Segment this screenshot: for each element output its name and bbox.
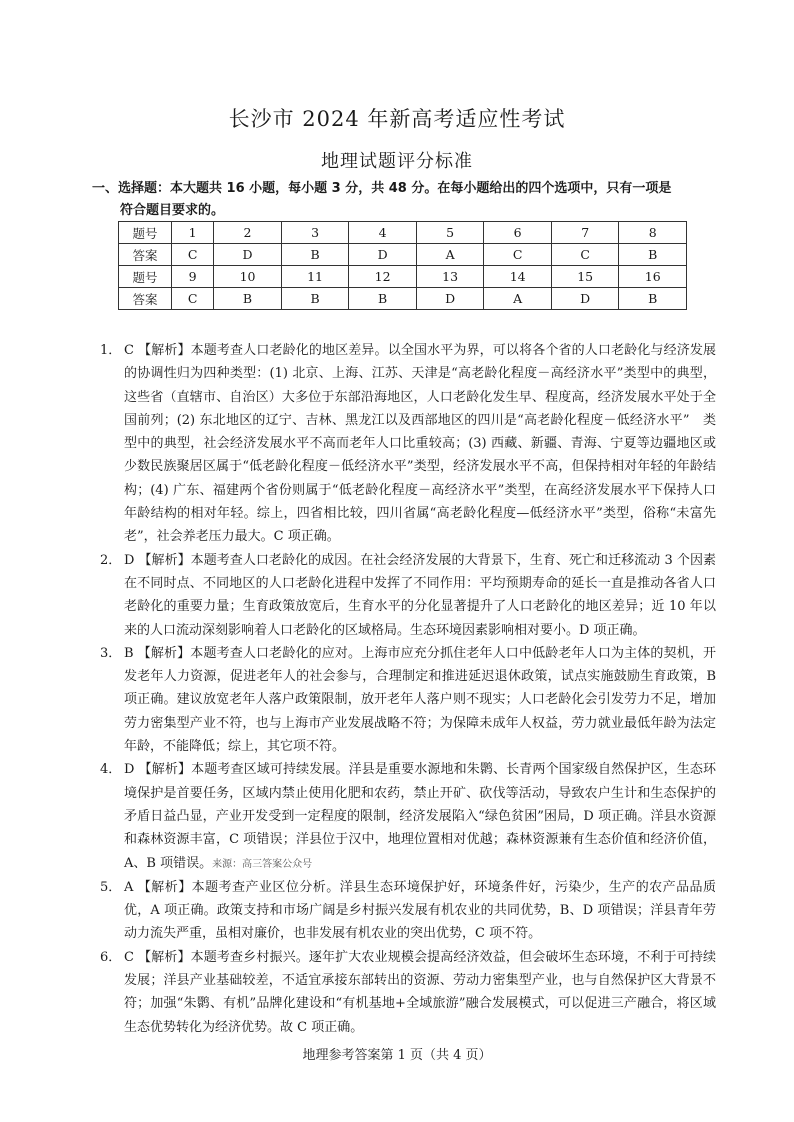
- explanation-text: 【解析】本题考查乡村振兴。逐年扩大农业规模会提高经济效益，但会破坏生态环境，不利于可持续发展；洋县产业基础较差，不适宜承接东部转出的资源、劳动力密集型产业，也与自然保护区大背景不符；加强“朱鹮、有机”品牌化建设和“有机基地+全域旅游”融合发展模式，可以促进三产融合，将区域生态优势转化为经济优势。故 C 项正确。: [124, 949, 716, 1035]
- answer-table-cell: 12: [349, 266, 417, 288]
- explanation-text: 【解析】本题考查人口老龄化的地区差异。以全国水平为界，可以将各个省的人口老龄化与经济发展的协调性归为四种类型：(1) 北京、上海、江苏、天津是“高老龄化程度－高经济水平”类型中的典型，这些省（直辖市、自治区）大多位于东部沿海地区，人口老龄化发生早、程度高，经济发展水平处于全国前列；(2) 东北地区的辽宁、吉林、黑龙江以及西部地区的四川是“高老龄化程度－低经济水平” 类型中的典型，社会经济发展水平不高而老年人口比重较高；(3) 西藏、新疆、青海、宁夏等边疆地区或少数民族聚居区属于“低老龄化程度－低经济水平”类型，经济发展水平不高，但保持相对年轻的年龄结构；(4) 广东、福建两个省份则属于“低老龄化程度－高经济水平”类型，在高经济发展水平下保持人口年龄结构的相对年轻。综上，四省相比较，四川省属“高老龄化程度—低经济水平”类型，俗称“未富先老”，社会养老压力最大。C 项正确。: [124, 343, 716, 545]
- explanation-item: [100, 339, 716, 549]
- answer-table-cell: 1: [172, 222, 214, 244]
- explanation-number: 6．: [100, 949, 122, 965]
- explanation-answer: C: [124, 343, 134, 358]
- answer-table-cell: A: [416, 244, 484, 266]
- answer-table-cell: B: [619, 244, 687, 266]
- answer-table-cell: B: [214, 288, 282, 310]
- answer-table-cell: C: [551, 244, 619, 266]
- exam-subtitle: 地理试题评分标准: [321, 151, 473, 172]
- explanation-text: 【解析】本题考查产业区位分析。洋县生态环境保护好，环境条件好，污染少，生产的农产品品质优，A 项正确。政策支持和市场广阔是乡村振兴发展有机农业的共同优势，B、D 项错误；洋县青年劳动力流失严重，虽相对廉价，也非发展有机农业的突出优势，C 项不符。: [124, 879, 716, 942]
- answer-table-row: [119, 222, 687, 244]
- answer-table-cell: 13: [416, 266, 484, 288]
- explanations-list: [100, 339, 716, 1039]
- answer-table-cell: D: [349, 244, 417, 266]
- explanation-body: [124, 876, 716, 946]
- explanation-text: 【解析】本题考查人口老龄化的成因。在社会经济发展的大背景下，生育、死亡和迁移流动 3 个因素在不同时点、不同地区的人口老龄化进程中发挥了不同作用：平均预期寿命的延长一直是推动各省人口老龄化的重要力量；生育政策放宽后，生育水平的分化显著提升了人口老龄化的地区差异；近 10 年以来的人口流动深刻影响着人口老龄化的区域格局。生态环境因素影响相对要小。D 项正确。: [124, 552, 716, 638]
- explanation-number: 1．: [100, 343, 122, 358]
- section-heading-line-1: 一、选择题：本大题共 16 小题，每小题 3 分，共 48 分。在每小题给出的四个选项中，只有一项是: [92, 181, 672, 196]
- answer-table-cell: C: [484, 244, 552, 266]
- explanation-answer: C: [124, 949, 134, 965]
- explanation-body: [124, 758, 716, 875]
- answer-table-cell: A: [484, 288, 552, 310]
- answer-table-cell: 6: [484, 222, 552, 244]
- answer-table-cell: D: [214, 244, 282, 266]
- explanation-body: [124, 642, 716, 758]
- answer-table-cell: C: [172, 244, 214, 266]
- answer-table-cell: D: [551, 288, 619, 310]
- explanation-answer: B: [124, 645, 134, 661]
- explanation-text: 【解析】本题考查区域可持续发展。洋县是重要水源地和朱鹮、长青两个国家级自然保护区，生态环境保护是首要任务，区域内禁止使用化肥和农药，禁止开矿、砍伐等活动，导致农户生计和生态保护的矛盾日益凸显，产业开发受到一定程度的限制，经济发展陷入“绿色贫困”困局，D 项正确。洋县水资源和森林资源丰富，C 项错误；洋县位于汉中，地理位置相对优越；森林资源兼有生态价值和经济价值，A、B 项错误。: [124, 762, 716, 871]
- explanation-body: [124, 549, 716, 642]
- answer-table-cell: 2: [214, 222, 282, 244]
- answer-table-cell: B: [281, 244, 349, 266]
- answer-table-row: [119, 288, 687, 310]
- section-heading: [92, 178, 717, 222]
- explanation-item: [100, 642, 716, 758]
- answer-table-header-cell: 答案: [119, 244, 172, 266]
- answer-table-cell: 16: [619, 266, 687, 288]
- page-footer: 地理参考答案第 1 页（共 4 页）: [302, 1048, 492, 1063]
- answer-table-header-cell: 题号: [119, 266, 172, 288]
- answer-table-cell: 15: [551, 266, 619, 288]
- answer-table-cell: 7: [551, 222, 619, 244]
- exam-title: 长沙市 2024 年新高考适应性考试: [228, 107, 566, 131]
- explanation-number: 4．: [100, 762, 122, 778]
- explanation-answer: D: [124, 762, 135, 778]
- answer-table-cell: 3: [281, 222, 349, 244]
- answer-table-header-cell: 答案: [119, 288, 172, 310]
- explanation-item: [100, 549, 716, 642]
- answer-table-cell: 11: [281, 266, 349, 288]
- answer-table-cell: 10: [214, 266, 282, 288]
- explanation-number: 3．: [100, 645, 122, 661]
- answer-table: [118, 221, 687, 310]
- section-heading-line-2: 符合题目要求的。: [120, 203, 225, 218]
- explanation-item: [100, 758, 716, 875]
- explanation-number: 5．: [100, 879, 122, 895]
- explanation-item: [100, 876, 716, 946]
- answer-table-cell: B: [349, 288, 417, 310]
- answer-table-cell: 4: [349, 222, 417, 244]
- answer-table-cell: 8: [619, 222, 687, 244]
- answer-table-row: [119, 266, 687, 288]
- answer-table-cell: 14: [484, 266, 552, 288]
- explanation-answer: A: [124, 879, 134, 895]
- explanation-body: [124, 339, 716, 549]
- explanation-text: 【解析】本题考查人口老龄化的应对。上海市应充分抓住老年人口中低龄老年人口为主体的契机，开发老年人力资源，促进老年人的社会参与，合理制定和推进延迟退休政策，试点实施鼓励生育政策，B 项正确。建议放宽老年人落户政策限制，放开老年人落户则不现实；人口老龄化会引发劳力不足，增加劳力密集型产业不符，也与上海市产业发展战略不符；为保障未成年人权益，劳力就业最低年龄为法定年龄，不能降低；综上，其它项不符。: [124, 645, 716, 755]
- answer-table-cell: 5: [416, 222, 484, 244]
- source-watermark: 来源：高三答案公众号: [212, 858, 313, 870]
- answer-table-cell: C: [172, 288, 214, 310]
- explanation-item: [100, 946, 716, 1039]
- answer-table-header-cell: 题号: [119, 222, 172, 244]
- explanation-body: [124, 946, 716, 1039]
- answer-table-cell: B: [619, 288, 687, 310]
- answer-table-cell: D: [416, 288, 484, 310]
- answer-table-cell: B: [281, 288, 349, 310]
- explanation-answer: D: [124, 552, 135, 568]
- answer-table-row: [119, 244, 687, 266]
- answer-table-cell: 9: [172, 266, 214, 288]
- explanation-number: 2．: [100, 552, 122, 568]
